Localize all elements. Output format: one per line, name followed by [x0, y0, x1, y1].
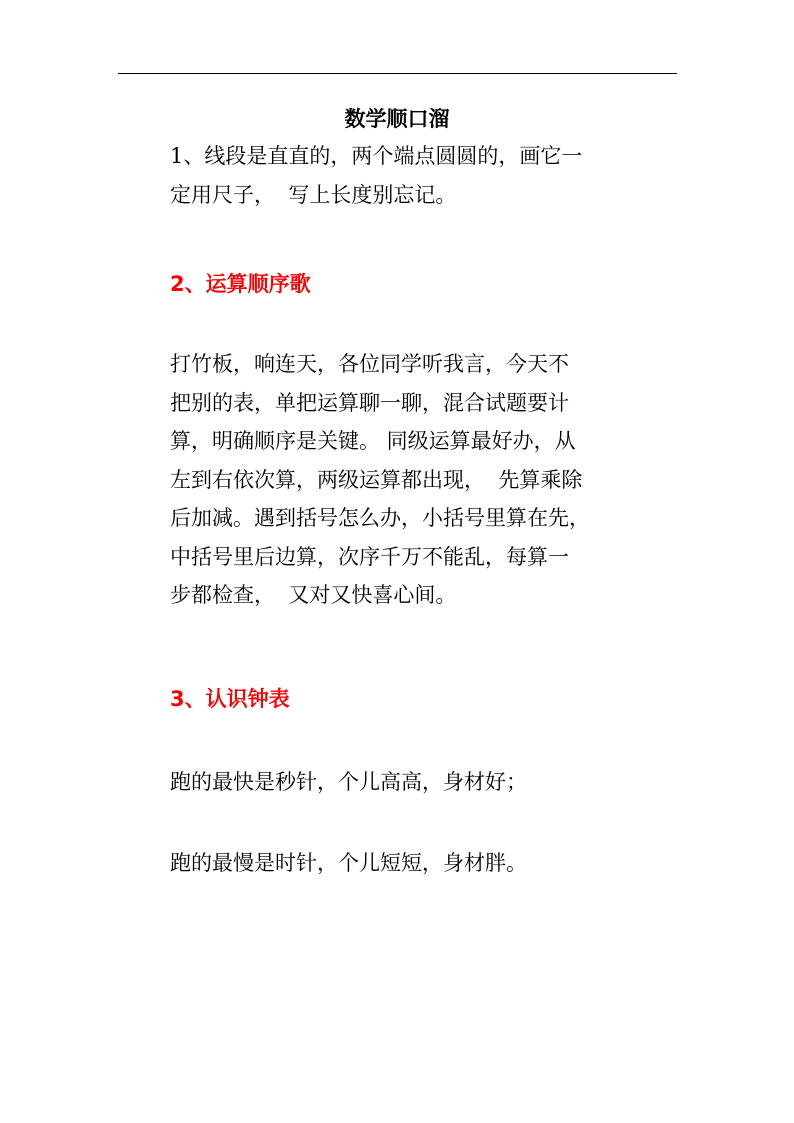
section1-line-2: 定用尺子， 写上长度别忘记。 — [170, 182, 457, 207]
section1-paragraph — [170, 137, 640, 214]
section3-heading: 3、认识钟表 — [170, 687, 290, 711]
section2-line-1: 打竹板，响连天，各位同学听我言，今天不 — [170, 352, 569, 376]
section3-line-2: 跑的最慢是时针，个儿短短，身材胖。 — [170, 851, 527, 875]
section2-line-2: 把别的表，单把运算聊一聊，混合试题要计 — [170, 390, 569, 415]
section2-line-7: 步都检查， 又对又快喜心间。 — [170, 583, 457, 607]
page-title: 数学顺口溜 — [344, 107, 450, 131]
section2-heading: 2、运算顺序歌 — [170, 272, 311, 296]
section2-line-4: 左到右依次算，两级运算都出现， 先算乘除 — [170, 467, 583, 492]
section2-line-3: 算，明确顺序是关键。 同级运算最好办，从 — [170, 429, 576, 453]
section2-paragraph — [170, 345, 640, 615]
section1-line-1: 1、线段是直直的，两个端点圆圆的，画它一 — [170, 144, 583, 168]
section2-line-6: 中括号里后边算，次序千万不能乱，每算一 — [170, 544, 569, 569]
section2-line-5: 后加减。遇到括号怎么办，小括号里算在先， — [170, 506, 590, 530]
section3-line-1: 跑的最快是秒针，个儿高高，身材好； — [170, 770, 527, 794]
header-rule — [118, 73, 677, 74]
